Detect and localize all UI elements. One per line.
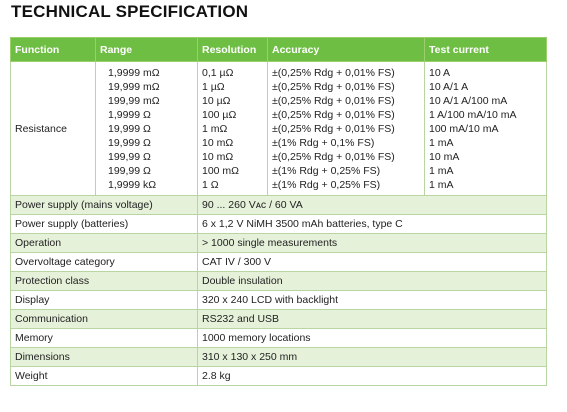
spec-value: 1000 memory locations [198, 329, 547, 348]
range-value: 199,99 mΩ [108, 95, 160, 107]
accuracy-value: ±(0,25% Rdg + 0,01% FS) [272, 81, 395, 93]
spec-label: Operation [11, 234, 198, 253]
spec-row-protection [11, 272, 547, 291]
spec-label: Overvoltage category [11, 253, 198, 272]
spec-value: 90 ... 260 Vᴀᴄ / 60 VA [198, 196, 547, 215]
test-current-value: 1 A/100 mA/10 mA [429, 109, 517, 121]
resolution-value: 1 Ω [202, 179, 219, 191]
accuracy-value: ±(0,25% Rdg + 0,01% FS) [272, 151, 395, 163]
resolution-value: 1 µΩ [202, 81, 225, 93]
spec-label: Weight [11, 367, 198, 386]
spec-label: Protection class [11, 272, 198, 291]
test-current-value: 1 mA [429, 137, 454, 149]
range-value: 19,999 mΩ [108, 81, 160, 93]
spec-value: 320 x 240 LCD with backlight [198, 291, 547, 310]
spec-row-memory [11, 329, 547, 348]
range-value: 1,9999 mΩ [108, 67, 160, 79]
range-value: 19,999 Ω [108, 123, 151, 135]
test-current-value: 10 mA [429, 151, 460, 163]
spec-row-communication [11, 310, 547, 329]
accuracy-value: ±(1% Rdg + 0,1% FS) [272, 137, 375, 149]
header-resolution: Resolution [198, 38, 268, 62]
spec-row-power-batteries [11, 215, 547, 234]
range-cell [96, 62, 198, 196]
header-accuracy: Accuracy [268, 38, 425, 62]
test-current-value: 10 A [429, 67, 451, 79]
spec-value: CAT IV / 300 V [198, 253, 547, 272]
resolution-value: 100 µΩ [202, 109, 237, 121]
test-current-value: 100 mA/10 mA [429, 123, 499, 135]
header-range: Range [96, 38, 198, 62]
spec-label: Communication [11, 310, 198, 329]
spec-value: 310 x 130 x 250 mm [198, 348, 547, 367]
spec-value: RS232 and USB [198, 310, 547, 329]
range-value: 199,99 Ω [108, 151, 151, 163]
resistance-row [11, 62, 547, 196]
spec-label: Dimensions [11, 348, 198, 367]
spec-row-operation [11, 234, 547, 253]
accuracy-cell [268, 62, 425, 196]
range-value: 1,9999 Ω [108, 109, 151, 121]
spec-row-power-mains [11, 196, 547, 215]
accuracy-value: ±(0,25% Rdg + 0,01% FS) [272, 109, 395, 121]
resolution-value: 0,1 µΩ [202, 67, 234, 79]
spec-value: 2.8 kg [198, 367, 547, 386]
resistance-label: Resistance [11, 62, 96, 196]
test-current-cell [425, 62, 547, 196]
resolution-value: 10 mΩ [202, 137, 234, 149]
spec-value: > 1000 single measurements [198, 234, 547, 253]
spec-label: Display [11, 291, 198, 310]
spec-row-display [11, 291, 547, 310]
accuracy-value: ±(0,25% Rdg + 0,01% FS) [272, 123, 395, 135]
accuracy-value: ±(0,25% Rdg + 0,01% FS) [272, 95, 395, 107]
spec-row-weight [11, 367, 547, 386]
range-value: 199,99 Ω [108, 165, 151, 177]
resolution-value: 100 mΩ [202, 165, 240, 177]
header-test-current: Test current [425, 38, 547, 62]
spec-label: Memory [11, 329, 198, 348]
test-current-value: 1 mA [429, 165, 454, 177]
accuracy-value: ±(1% Rdg + 0,25% FS) [272, 165, 381, 177]
accuracy-value: ±(0,25% Rdg + 0,01% FS) [272, 67, 395, 79]
header-function: Function [11, 38, 96, 62]
test-current-value: 1 mA [429, 179, 454, 191]
spec-row-overvoltage [11, 253, 547, 272]
resolution-value: 10 mΩ [202, 151, 234, 163]
test-current-value: 10 A/1 A/100 mA [429, 95, 508, 107]
resolution-value: 1 mΩ [202, 123, 228, 135]
resolution-cell [198, 62, 268, 196]
page-title: TECHNICAL SPECIFICATION [11, 2, 249, 21]
spec-table [10, 37, 547, 386]
range-value: 1,9999 kΩ [108, 179, 157, 191]
resolution-value: 10 µΩ [202, 95, 231, 107]
header-row [11, 38, 547, 62]
test-current-value: 10 A/1 A [429, 81, 469, 93]
spec-value: Double insulation [198, 272, 547, 291]
spec-row-dimensions [11, 348, 547, 367]
spec-label: Power supply (batteries) [11, 215, 198, 234]
range-value: 19,999 Ω [108, 137, 151, 149]
spec-value: 6 x 1,2 V NiMH 3500 mAh batteries, type C [198, 215, 547, 234]
spec-label: Power supply (mains voltage) [11, 196, 198, 215]
accuracy-value: ±(1% Rdg + 0,25% FS) [272, 179, 381, 191]
